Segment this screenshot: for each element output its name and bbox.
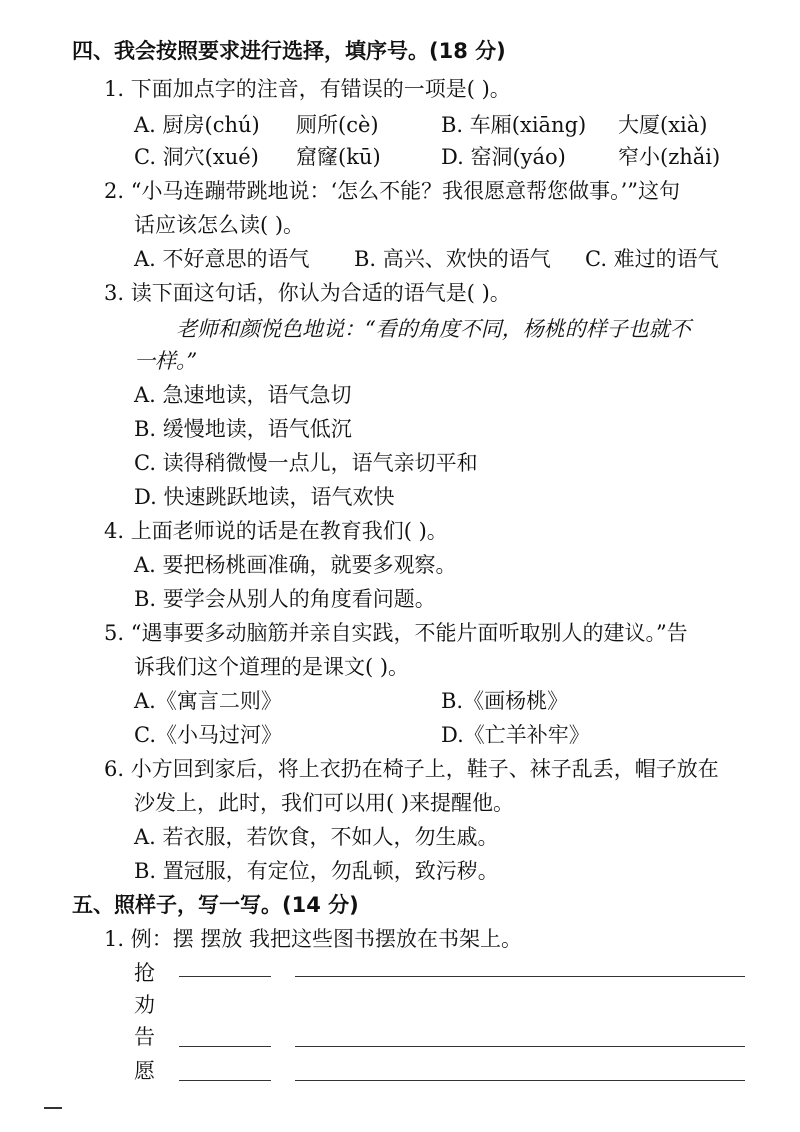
answer-blank-short-4[interactable] [179, 1080, 271, 1081]
answer-blank-long-4[interactable] [295, 1080, 745, 1081]
q3-option-d: D. 快速跳跃地读，语气欢快 [134, 485, 395, 509]
q4-option-b: B. 要学会从别人的角度看问题。 [134, 587, 436, 611]
section-4-heading: 四、我会按照要求进行选择，填序号。(18 分) [72, 39, 506, 63]
q5-stem-line2: 诉我们这个道理的是课文( )。 [134, 655, 410, 679]
q3-option-b: B. 缓慢地读，语气低沉 [134, 417, 352, 441]
q6-stem-line1: 6. 小方回到家后，将上衣扔在椅子上，鞋子、袜子乱丢，帽子放在 [104, 757, 719, 781]
q1-option-a2: 厕所(cè) [296, 113, 379, 137]
q3-stem: 3. 读下面这句话，你认为合适的语气是( )。 [104, 281, 511, 305]
q2-option-c: C. 难过的语气 [585, 247, 719, 271]
q1-option-a: A. 厨房(chú) [134, 113, 260, 137]
q6-option-b: B. 置冠服，有定位，勿乱顿，致污秽。 [134, 859, 499, 883]
s5-char-2: 劝 [134, 993, 155, 1017]
q1-option-b2: 大厦(xià) [618, 113, 708, 137]
q3-quote-line2: 一样。” [134, 349, 198, 373]
q1-option-d: D. 窑洞(yáo) [441, 145, 566, 169]
q1-option-c: C. 洞穴(xué) [134, 145, 259, 169]
s5-char-4: 愿 [134, 1059, 155, 1083]
s5-example: 1. 例：摆 摆放 我把这些图书摆放在书架上。 [104, 927, 523, 951]
q2-option-b: B. 高兴、欢快的语气 [354, 247, 551, 271]
q1-option-d2: 窄小(zhǎi) [618, 145, 721, 169]
q5-option-b: B.《画杨桃》 [441, 689, 569, 713]
answer-blank-long-1[interactable] [295, 976, 745, 977]
q5-stem-line1: 5. “遇事要多动脑筋并亲自实践，不能片面听取别人的建议。”告 [104, 621, 688, 645]
answer-blank-long-3[interactable] [295, 1046, 745, 1047]
s5-char-1: 抢 [134, 961, 155, 985]
q2-option-a: A. 不好意思的语气 [134, 247, 310, 271]
q5-option-a: A.《寓言二则》 [134, 689, 282, 713]
q6-stem-line2: 沙发上，此时，我们可以用( )来提醒他。 [134, 791, 515, 815]
q2-stem-line1: 2. “小马连蹦带跳地说：‘怎么不能？我很愿意帮您做事。’”这句 [104, 179, 681, 203]
q2-stem-line2: 话应该怎么读( )。 [134, 213, 305, 237]
q5-option-c: C.《小马过河》 [134, 723, 282, 747]
q1-stem: 1. 下面加点字的注音，有错误的一项是( )。 [104, 77, 511, 101]
answer-blank-short-1[interactable] [179, 976, 271, 977]
q3-option-a: A. 急速地读，语气急切 [134, 383, 352, 407]
q3-quote-line1: 老师和颜悦色地说：“看的角度不同，杨桃的样子也就不 [176, 317, 691, 341]
answer-blank-short-3[interactable] [179, 1046, 271, 1047]
q1-option-b: B. 车厢(xiāng) [441, 113, 587, 137]
section-5-heading: 五、照样子，写一写。(14 分) [72, 893, 359, 917]
q6-option-a: A. 若衣服，若饮食，不如人，勿生戚。 [134, 825, 499, 849]
q3-option-c: C. 读得稍微慢一点儿，语气亲切平和 [134, 451, 478, 475]
page-footer-mark [44, 1107, 62, 1109]
q4-option-a: A. 要把杨桃画准确，就要多观察。 [134, 553, 457, 577]
q5-option-d: D.《亡羊补牢》 [441, 723, 590, 747]
q4-stem: 4. 上面老师说的话是在教育我们( )。 [104, 519, 448, 543]
s5-char-3: 告 [134, 1025, 155, 1049]
q1-option-c2: 窟窿(kū) [296, 145, 381, 169]
